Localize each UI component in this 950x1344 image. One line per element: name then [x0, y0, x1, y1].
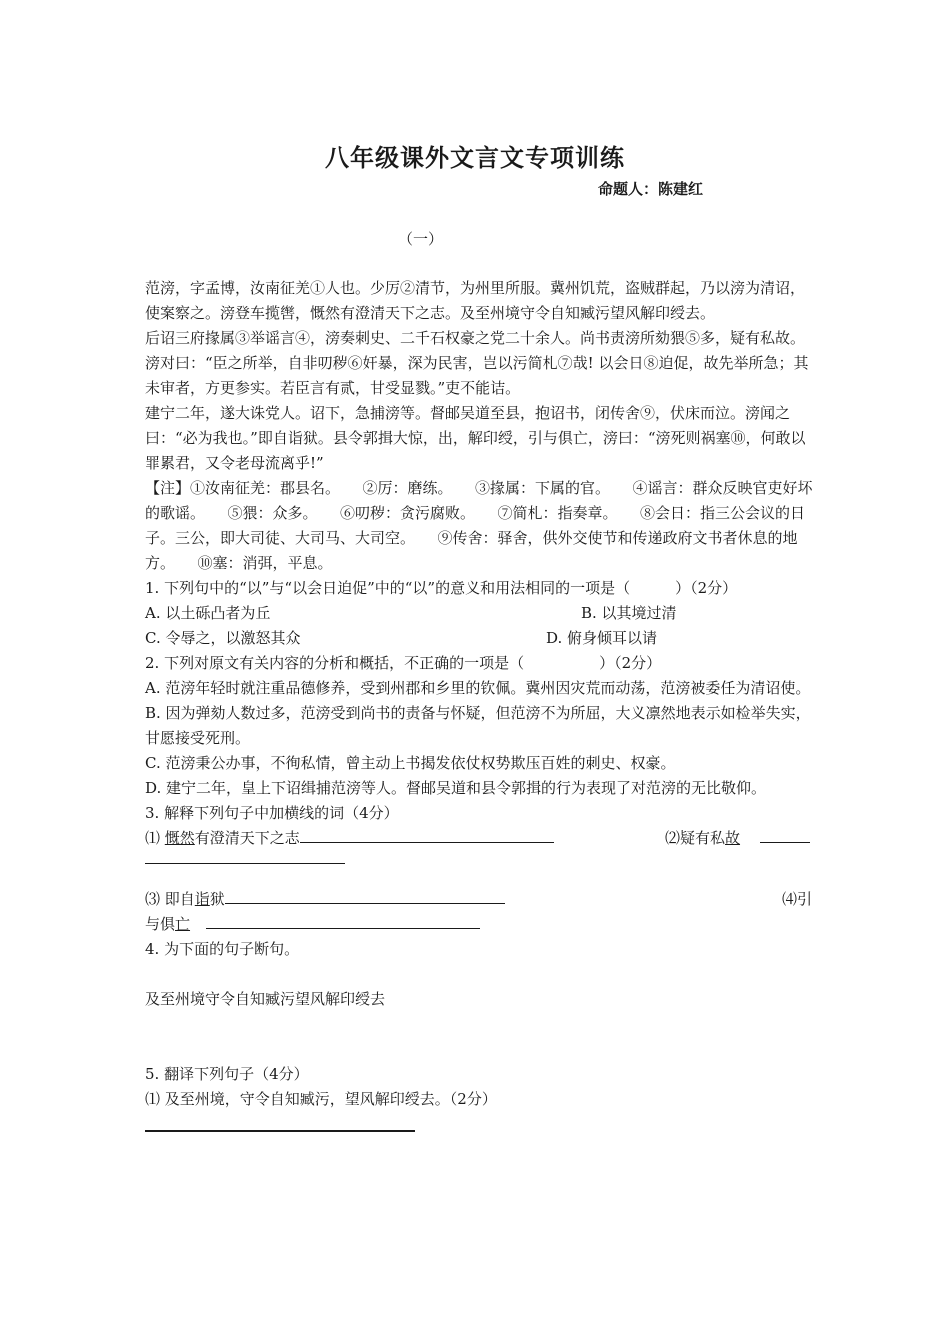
answer-blank[interactable] [206, 912, 480, 929]
question-3-item-3-prefix: ⑶ 即自 [145, 890, 195, 908]
question-3-item-4-prefix: ⑷引 [782, 890, 813, 908]
question-3-item-4-word: 亡 [175, 915, 191, 933]
question-2-option-d: D. 建宁二年，皇上下诏缉捕范滂等人。督邮吴道和县令郭揖的行为表现了对范滂的无比敬仰。 [145, 779, 767, 797]
question-3-item-4 [145, 912, 480, 937]
question-5-item-1: ⑴ 及至州境，守令自知臧污，望风解印绶去。（2分） [145, 1090, 497, 1108]
question-3-item-1-word: 慨然 [164, 829, 195, 847]
question-1-option-a: A. 以土砾凸者为丘 [145, 604, 271, 622]
question-2-option-a: A. 范滂年轻时就注重品德修养，受到州郡和乡里的钦佩。冀州因灾荒而动荡，范滂被委任为清诏使。 [145, 679, 811, 697]
answer-blank[interactable] [225, 887, 505, 904]
question-3-item-1-prefix: ⑴ [145, 829, 165, 847]
document-body [145, 276, 813, 1137]
question-1-options-row-2 [145, 626, 813, 651]
answer-blank[interactable] [760, 826, 810, 843]
page-title: 八年级课外文言文专项训练 [325, 144, 625, 172]
question-2-option-b: B. 因为弹劾人数过多，范滂受到尚书的责备与怀疑，但范滂不为所屈，大义凛然地表示如检举失实，甘愿接受死刑。 [145, 704, 811, 747]
author-line: 命题人：陈建红 [598, 180, 704, 198]
question-3-item-1-suffix: 有澄清天下之志 [194, 829, 300, 847]
answer-blank[interactable] [145, 847, 345, 864]
annotation-notes: 【注】①汝南征羌：郡县名。 ②厉：磨练。 ③掾属：下属的官。 ④谣言：群众反映官吏好坏的歌谣。 ⑤猥：众多。 ⑥叨秽：贪污腐败。 ⑦简札：指奏章。 ⑧会日：指三公会议的日子。三公，即大司徒、大司马、大司空。 ⑨传舍：驿舍，供外交使节和传递政府文书者休息的地方。 ⑩塞：消弭，平息。 [145, 479, 813, 572]
passage-paragraph-2: 后诏三府掾属③举谣言④，滂奏刺史、二千石权豪之党二十余人。尚书责滂所劾猥⑤多，疑有私故。滂对曰：“臣之所举，自非叨秽⑥奸暴，深为民害，岂以污简札⑦哉! 以会日⑧迫促，故先举所急；其未审者，方更参实。若臣言有贰，甘受显戮。”吏不能诘。 [145, 329, 809, 397]
question-3-row-1-cont [145, 851, 813, 879]
passage-paragraph-1: 范滂，字孟博，汝南征羌①人也。少厉②清节，为州里所服。冀州饥荒，盗贼群起，乃以滂为清诏，使案察之。滂登车揽辔，慨然有澄清天下之志。及至州境守令自知臧污望风解印绶去。 [145, 279, 806, 322]
question-1-option-d: D. 俯身倾耳以请 [546, 629, 658, 647]
question-3-row-2 [145, 887, 813, 912]
question-3-item-4-cont: 与俱 [145, 915, 176, 933]
question-1-stem: 1. 下列句中的“以”与“以会日迫促”中的“以”的意义和用法相同的一项是（ ）（2分） [145, 579, 738, 597]
question-5-answer-row [145, 1112, 813, 1137]
answer-blank[interactable] [145, 1114, 415, 1132]
question-5-stem: 5. 翻译下列句子（4分） [145, 1065, 309, 1083]
question-3-item-2-word: 故 [725, 829, 741, 847]
question-3-item-3-word: 诣 [194, 890, 210, 908]
question-1-options-row-1 [145, 601, 813, 626]
question-2-option-c: C. 范滂秉公办事，不徇私情，曾主动上书揭发依仗权势欺压百姓的刺史、权豪。 [145, 754, 676, 772]
question-2-stem: 2. 下列对原文有关内容的分析和概括，不正确的一项是（ ）（2分） [145, 654, 662, 672]
question-3-item-3 [145, 887, 505, 912]
answer-blank[interactable] [300, 826, 554, 843]
question-3-item-2-prefix: ⑵疑有私 [665, 829, 726, 847]
passage-paragraph-3: 建宁二年，遂大诛党人。诏下，急捕滂等。督邮吴道至县，抱诏书，闭传舍⑨，伏床而泣。滂闻之曰：“必为我也。”即自诣狱。县令郭揖大惊，出，解印绶，引与俱亡，滂曰：“滂死则祸塞⑩，何敢以罪累君，又令老母流离乎!” [145, 404, 806, 472]
question-1-option-b: B. 以其境过清 [581, 604, 677, 622]
question-3-stem: 3. 解释下列句子中加横线的词（4分） [145, 804, 399, 822]
question-3-row-3 [145, 912, 813, 937]
question-3-item-3-suffix: 狱 [209, 890, 225, 908]
question-4-stem: 4. 为下面的句子断句。 [145, 940, 300, 958]
section-number: （一） [398, 230, 444, 248]
question-3-item-2 [665, 826, 810, 851]
question-4-sentence: 及至州境守令自知臧污望风解印绶去 [145, 990, 386, 1008]
question-1-option-c: C. 令辱之，以激怒其众 [145, 629, 301, 647]
